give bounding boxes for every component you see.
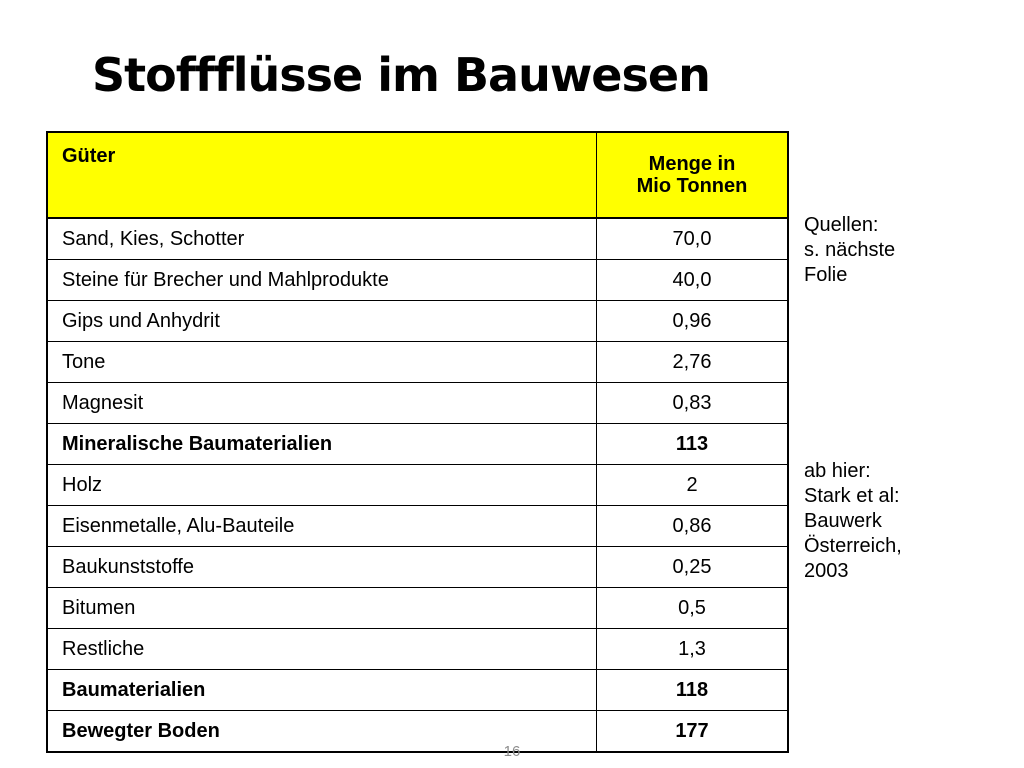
slide-title: Stoffflüsse im Bauwesen xyxy=(92,48,710,102)
row-amount: 70,0 xyxy=(597,218,789,260)
row-name: Bewegter Boden xyxy=(47,711,597,753)
sources-note xyxy=(804,213,895,288)
sources-note-line: s. nächste xyxy=(804,239,896,261)
row-amount: 118 xyxy=(597,670,789,711)
origin-note xyxy=(804,459,902,584)
row-amount: 177 xyxy=(597,711,789,753)
table-row-building-materials-total xyxy=(47,670,788,711)
origin-note-line: 2003 xyxy=(804,560,849,582)
origin-note-line: Bauwerk xyxy=(804,510,882,532)
row-amount: 0,96 xyxy=(597,301,789,342)
header-goods: Güter xyxy=(47,132,597,218)
table-row-plastics xyxy=(47,547,788,588)
row-name: Tone xyxy=(47,342,597,383)
table-row-gypsum xyxy=(47,301,788,342)
row-name: Steine für Brecher und Mahlprodukte xyxy=(47,260,597,301)
row-name: Magnesit xyxy=(47,383,597,424)
row-name: Mineralische Baumaterialien xyxy=(47,424,597,465)
header-amount-line1: Menge in xyxy=(648,153,736,175)
sources-note-line: Folie xyxy=(804,264,848,286)
table-row-metals xyxy=(47,506,788,547)
row-name: Gips und Anhydrit xyxy=(47,301,597,342)
origin-note-line: ab hier: xyxy=(804,460,871,482)
table-row-remaining xyxy=(47,629,788,670)
row-amount: 0,83 xyxy=(597,383,789,424)
materials-table xyxy=(46,131,789,753)
row-name: Bitumen xyxy=(47,588,597,629)
table-row-clay xyxy=(47,342,788,383)
table-row-bitumen xyxy=(47,588,788,629)
row-name: Baukunststoffe xyxy=(47,547,597,588)
row-name: Restliche xyxy=(47,629,597,670)
row-name: Eisenmetalle, Alu-Bauteile xyxy=(47,506,597,547)
row-amount: 2,76 xyxy=(597,342,789,383)
row-amount: 0,5 xyxy=(597,588,789,629)
table-row-magnesite xyxy=(47,383,788,424)
page-number: 16 xyxy=(503,743,521,760)
table-header-row xyxy=(47,132,788,218)
table-row-wood xyxy=(47,465,788,506)
row-amount: 0,86 xyxy=(597,506,789,547)
origin-note-line: Österreich, xyxy=(804,535,902,557)
header-amount xyxy=(597,132,789,218)
row-amount: 0,25 xyxy=(597,547,789,588)
row-name: Baumaterialien xyxy=(47,670,597,711)
row-name: Sand, Kies, Schotter xyxy=(47,218,597,260)
row-amount: 2 xyxy=(597,465,789,506)
row-amount: 113 xyxy=(597,424,789,465)
table-row-crusher-stones xyxy=(47,260,788,301)
row-amount: 1,3 xyxy=(597,629,789,670)
sources-note-line: Quellen: xyxy=(804,214,879,236)
origin-note-line: Stark et al: xyxy=(804,485,900,507)
row-amount: 40,0 xyxy=(597,260,789,301)
header-amount-line2: Mio Tonnen xyxy=(636,175,748,197)
row-name: Holz xyxy=(47,465,597,506)
table-row-sand xyxy=(47,218,788,260)
table-row-mineral-subtotal xyxy=(47,424,788,465)
